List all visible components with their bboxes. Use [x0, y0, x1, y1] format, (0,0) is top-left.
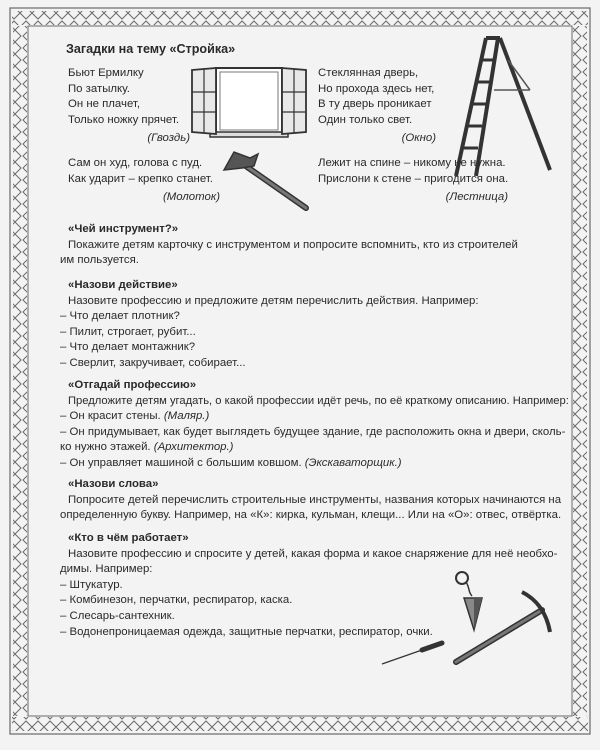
- riddle-line: В ту дверь проникает: [318, 98, 432, 111]
- list-item: – Он придумывает, как будет выглядеть будущее здание, где расположить окна и двери, сколь-: [60, 425, 566, 438]
- section-heading: «Назови слова»: [68, 478, 159, 490]
- riddle-ladder: [318, 156, 508, 206]
- riddle-line: Бьют Ермилку: [68, 67, 144, 79]
- riddle-line: Стеклянная дверь,: [318, 67, 419, 79]
- section-text: Предложите детям угадать, о какой профессии идёт речь, по её краткому описанию. Например:: [68, 394, 569, 407]
- section-text: – Пилит, строгает, рубит...: [60, 325, 196, 338]
- riddle-line: По затылку.: [68, 82, 130, 95]
- section-text: – Водонепроницаемая одежда, защитные перчатки, респиратор, очки.: [60, 625, 433, 638]
- section-heading: «Кто в чём работает»: [68, 532, 189, 544]
- riddle-answer: (Молоток): [163, 191, 220, 204]
- section-text: димы. Например:: [60, 563, 153, 576]
- section-name-words: [60, 477, 562, 524]
- riddle-line: Он не плачет,: [68, 98, 141, 111]
- riddle-answer: (Гвоздь): [147, 132, 190, 145]
- riddle-line: Лежит на спине – никому не нужна.: [318, 157, 506, 169]
- section-text: – Комбинезон, перчатки, респиратор, каска.: [60, 594, 293, 607]
- section-heading: «Отгадай профессию»: [68, 379, 197, 391]
- riddle-line: Сам он худ, голова с пуд.: [68, 157, 203, 169]
- window-icon: [190, 62, 310, 140]
- section-whose-tool: [60, 222, 550, 269]
- section-text: – Слесарь-сантехник.: [60, 609, 175, 622]
- section-text: Назовите профессию и спросите у детей, какая форма и какое снаряжение для неё необхо-: [68, 547, 558, 560]
- section-heading: «Чей инструмент?»: [68, 223, 179, 235]
- section-text: Попросите детей перечислить строительные инструменты, названия которых начинаются на: [68, 493, 562, 506]
- section-heading: «Назови действие»: [68, 279, 178, 291]
- hammer-icon: [220, 148, 315, 218]
- awl-icon: [378, 640, 448, 670]
- section-text: им пользуется.: [60, 254, 139, 267]
- section-text: Назовите профессию и предложите детям перечислить действия. Например:: [68, 294, 479, 307]
- section-guess-profession: [60, 378, 569, 472]
- riddle-line: Но прохода здесь нет,: [318, 82, 435, 95]
- riddle-line: Только ножку прячет.: [68, 113, 179, 126]
- page-title: Загадки на тему «Стройка»: [66, 42, 236, 56]
- riddle-answer: (Окно): [401, 132, 436, 145]
- riddle-nail: [68, 66, 190, 147]
- section-text: – Сверлит, закручивает, собирает...: [60, 356, 246, 369]
- riddle-line: Как ударит – крепко станет.: [68, 172, 213, 185]
- riddle-line: Один только свет.: [318, 113, 413, 126]
- riddle-window: [318, 66, 436, 147]
- section-name-action: [60, 278, 550, 372]
- section-text: Покажите детям карточку с инструментом и попросите вспомнить, кто из строителей: [68, 238, 518, 251]
- section-text: определенную букву. Например, на «К»: кирка, кульман, клещи... Или на «О»: отвес, отвёртка.: [60, 509, 562, 522]
- pickaxe-icon: [450, 588, 560, 668]
- section-text: – Штукатур.: [60, 578, 123, 591]
- list-item: – Он красит стены. (Маляр.): [60, 410, 210, 423]
- section-text: – Что делает плотник?: [60, 310, 180, 323]
- section-text: – Что делает монтажник?: [60, 341, 196, 354]
- list-item: ко нужно этажей. (Архитектор.): [60, 441, 234, 454]
- riddle-answer: (Лестница): [445, 191, 508, 204]
- list-item: – Он управляет машиной с большим ковшом. (Экскаваторщик.): [60, 456, 402, 469]
- riddle-hammer: [68, 156, 220, 206]
- riddle-line: Прислони к стене – пригодится она.: [318, 172, 509, 185]
